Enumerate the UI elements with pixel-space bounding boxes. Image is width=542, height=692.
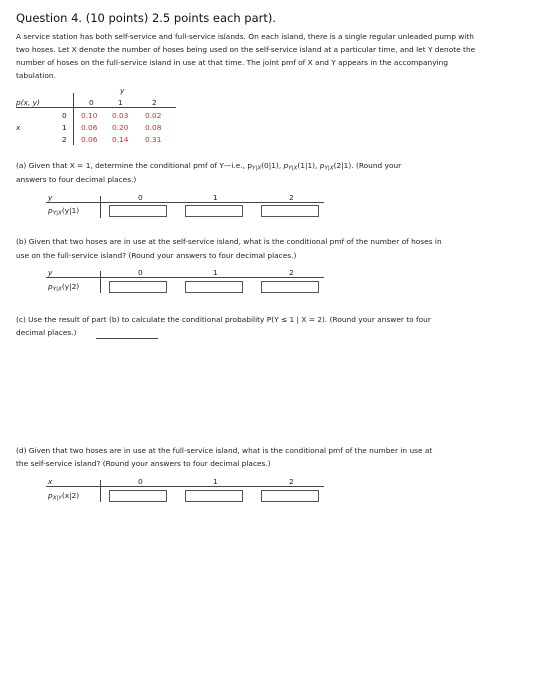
- table-col-var: y: [120, 86, 125, 95]
- table-cell: 0.20: [112, 123, 129, 132]
- part-b-answer-input-0[interactable]: [109, 281, 167, 293]
- part-d-col-header: 2: [289, 477, 294, 486]
- part-b-prompt-line1: (b) Given that two hoses are in use at the self-service island, what is the conditional pmf of the number of hoses in: [16, 237, 442, 246]
- part-a-header-rule: [46, 202, 324, 203]
- part-a-prompt-line1: (a) Given that X = 1, determine the conditional pmf of Y—i.e., $p_{Y|X}(0|1)$, $p_{Y|X}(1|1)$, $p_{Y|X}(2|1)$. (Round your: [16, 161, 402, 172]
- table-cell: 0.08: [145, 123, 162, 132]
- table-col-header: 2: [152, 98, 157, 107]
- part-d-col-header: 0: [138, 477, 143, 486]
- part-a-text-tail: (Round your: [355, 161, 402, 170]
- part-d-prompt-line1: (d) Given that two hoses are in use at the full-service island, what is the conditional pmf of the number in use at: [16, 446, 433, 455]
- table-row-x: 2: [62, 135, 67, 144]
- part-b-row-label: $p_{Y|X}(y|2)$: [48, 282, 80, 293]
- part-a-answer-input-0[interactable]: [109, 205, 167, 217]
- table-cell: 0.14: [112, 135, 129, 144]
- part-b-var-label: y: [48, 268, 53, 277]
- table-header-rule: [16, 107, 176, 108]
- table-cell: 0.03: [112, 111, 129, 120]
- part-d-vertical-rule: [100, 480, 101, 502]
- table-vertical-rule: [73, 93, 74, 145]
- table-row-x: 1: [62, 123, 67, 132]
- intro-line: tabulation.: [16, 71, 56, 80]
- part-a-col-header: 1: [213, 193, 218, 202]
- table-cell: 0.10: [81, 111, 98, 120]
- part-b-answer-input-2[interactable]: [261, 281, 319, 293]
- table-cell: 0.06: [81, 135, 98, 144]
- part-a-answer-input-1[interactable]: [185, 205, 243, 217]
- part-d-answer-input-0[interactable]: [109, 490, 167, 502]
- part-b-col-header: 2: [289, 268, 294, 277]
- part-c-prompt-line2: decimal places.): [16, 328, 77, 337]
- intro-line: two hoses. Let X denote the number of hoses being used on the self-service island at a particular time, and let Y denote the: [16, 45, 476, 54]
- part-a-var-label: y: [48, 193, 53, 202]
- part-a-row-label: $p_{Y|X}(y|1)$: [48, 206, 80, 217]
- part-c-answer-input[interactable]: [96, 338, 158, 339]
- part-d-answer-input-1[interactable]: [185, 490, 243, 502]
- part-a-vertical-rule: [100, 196, 101, 218]
- part-d-var-label: x: [48, 477, 53, 486]
- part-b-answer-input-1[interactable]: [185, 281, 243, 293]
- part-a-prompt-line2: answers to four decimal places.): [16, 175, 137, 184]
- table-col-header: 1: [118, 98, 123, 107]
- intro-line: number of hoses on the full-service island in use at that time. The joint pmf of X and Y appears in the accompanying: [16, 58, 449, 67]
- table-cell: 0.02: [145, 111, 162, 120]
- table-col-header: 0: [89, 98, 94, 107]
- part-a-col-header: 2: [289, 193, 294, 202]
- intro-paragraph: [16, 30, 528, 82]
- part-d-row-label: $p_{X|Y}(x|2)$: [48, 491, 80, 502]
- part-b-prompt-line2: use on the full-service island? (Round your answers to four decimal places.): [16, 251, 297, 260]
- question-title: Question 4. (10 points) 2.5 points each part).: [16, 11, 276, 25]
- part-d-prompt-line2: the self-service island? (Round your answers to four decimal places.): [16, 459, 271, 468]
- part-d-answer-input-2[interactable]: [261, 490, 319, 502]
- table-row-var: x: [16, 123, 21, 132]
- part-d-header-rule: [46, 486, 324, 487]
- part-d-col-header: 1: [213, 477, 218, 486]
- table-cell: 0.31: [145, 135, 162, 144]
- table-row-x: 0: [62, 111, 67, 120]
- part-b-vertical-rule: [100, 271, 101, 293]
- part-b-col-header: 0: [138, 268, 143, 277]
- part-c-prompt-line1: (c) Use the result of part (b) to calculate the conditional probability P(Y ≤ 1 | X = 2). (Round your answer to four: [16, 315, 431, 324]
- intro-line: A service station has both self-service and full-service islands. On each island, there is a single regular unleaded pump with: [16, 32, 474, 41]
- part-a-col-header: 0: [138, 193, 143, 202]
- table-cell: 0.06: [81, 123, 98, 132]
- part-b-header-rule: [46, 277, 324, 278]
- part-a-text: (a) Given that X = 1, determine the conditional pmf of Y—i.e., p: [16, 161, 253, 170]
- table-corner-label: p(x, y): [16, 98, 40, 107]
- part-b-col-header: 1: [213, 268, 218, 277]
- part-a-answer-input-2[interactable]: [261, 205, 319, 217]
